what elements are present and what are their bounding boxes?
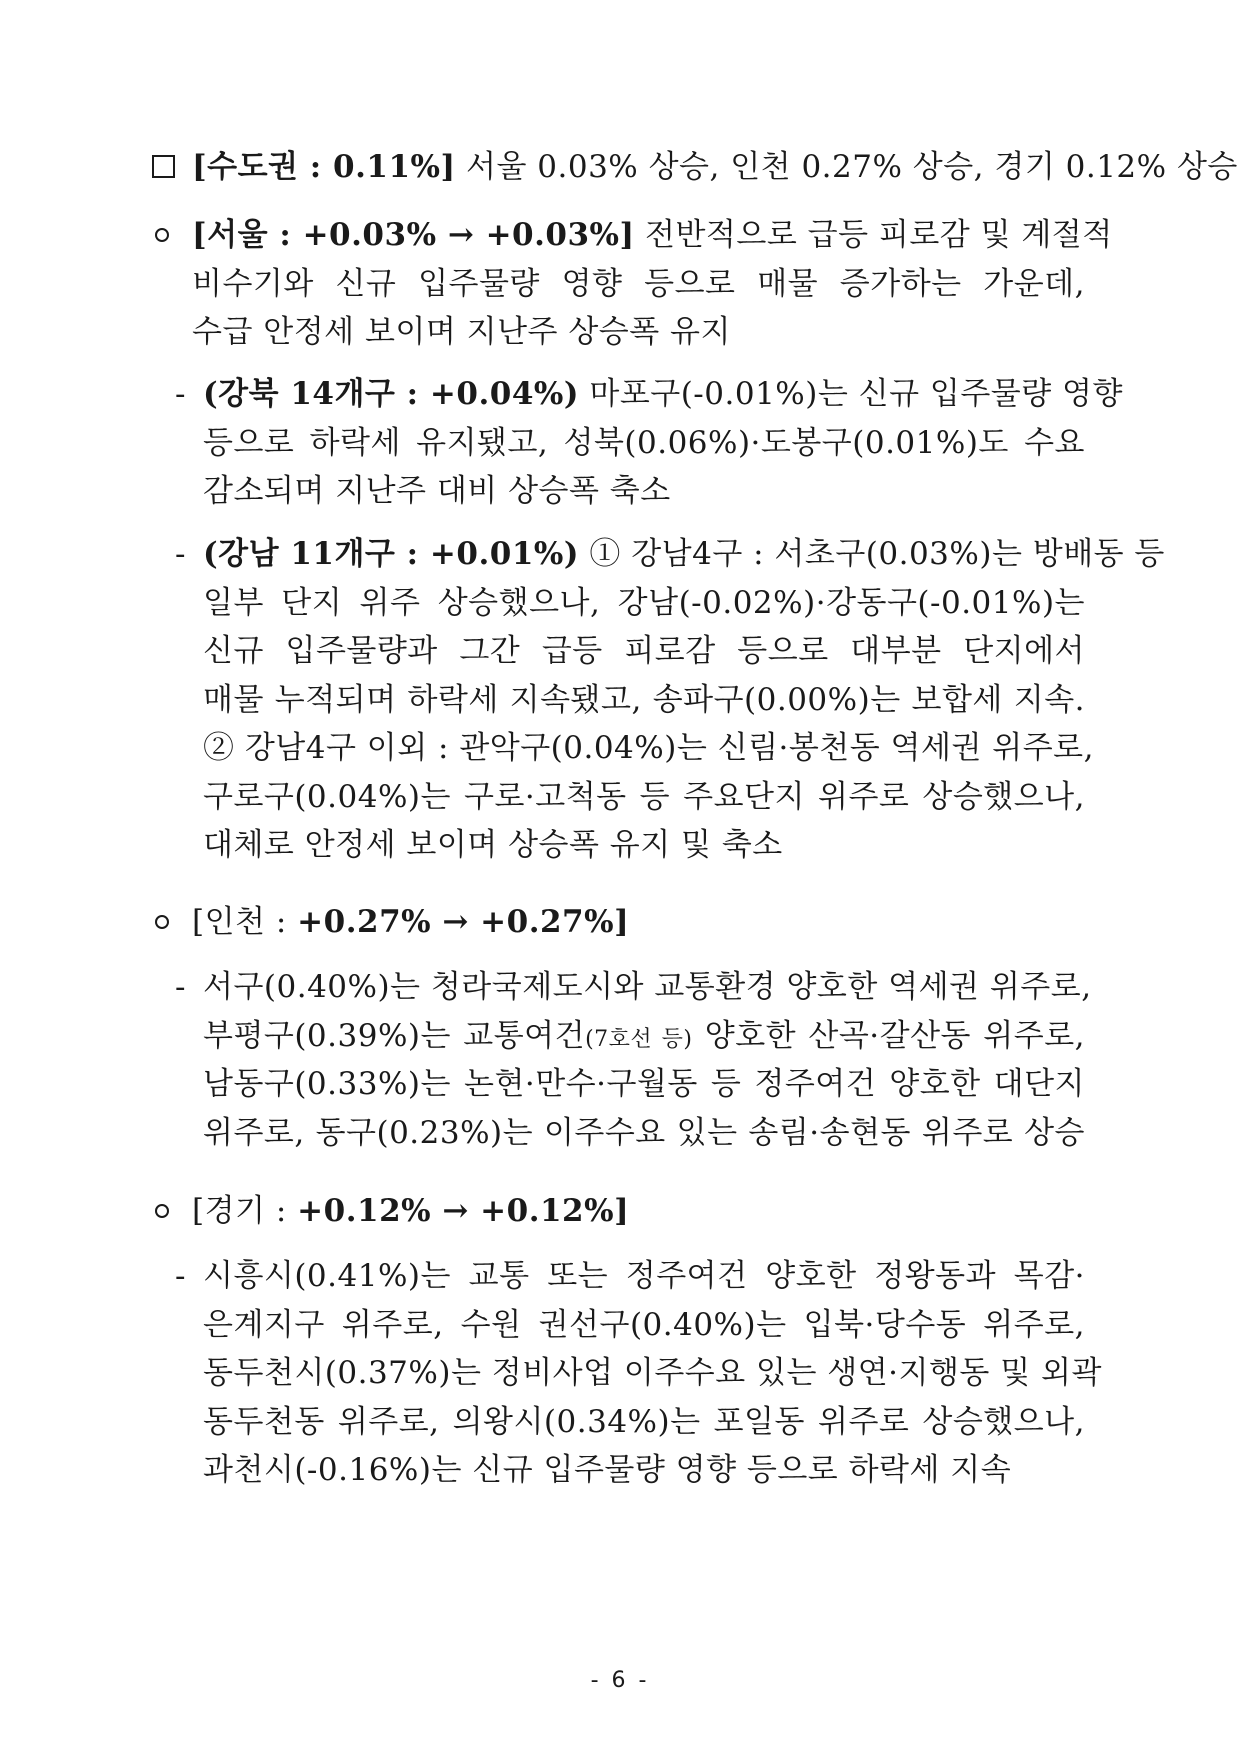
- circle-bullet-icon: [155, 1204, 169, 1218]
- gangbuk-line-2: 등으로 하락세 유지됐고, 성북(0.06%)·도봉구(0.01%)도 수요: [203, 425, 1085, 461]
- seoul-line-2: 비수기와 신규 입주물량 영향 등으로 매물 증가하는 가운데,: [192, 266, 1085, 302]
- gangnam-line-5: ② 강남4구 이외 : 관악구(0.04%)는 신림·봉천동 역세권 위주로,: [203, 730, 1094, 766]
- incheon-line-4: 위주로, 동구(0.23%)는 이주수요 있는 송림·송현동 위주로 상승: [203, 1115, 1085, 1151]
- gangnam-line-7: 대체로 안정세 보이며 상승폭 유지 및 축소: [203, 827, 783, 863]
- page-number: - 6 -: [590, 1668, 650, 1693]
- circle-bullet-icon: [155, 228, 169, 242]
- gyeonggi-line-3: 동두천시(0.37%)는 정비사업 이주수요 있는 생연·지행동 및 외곽: [203, 1355, 1102, 1391]
- gyeonggi-line-4: 동두천동 위주로, 의왕시(0.34%)는 포일동 위주로 상승했으나,: [203, 1404, 1085, 1440]
- incheon-line-3: 남동구(0.33%)는 논현·만수·구월동 등 정주여건 양호한 대단지: [203, 1066, 1085, 1102]
- section-label: [수도권 : 0.11%]: [192, 149, 456, 185]
- gangnam-line-1: (강남 11개구 : +0.01%) ① 강남4구 : 서초구(0.03%)는 방배동 등: [203, 536, 1165, 572]
- seoul-line-3: 수급 안정세 보이며 지난주 상승폭 유지: [192, 314, 731, 350]
- section-summary: 서울 0.03% 상승, 인천 0.27% 상승, 경기 0.12% 상승: [455, 149, 1238, 185]
- gangnam-heading: (강남 11개구 : +0.01%): [203, 536, 580, 572]
- gyeonggi-line-5: 과천시(-0.16%)는 신규 입주물량 영향 등으로 하락세 지속: [203, 1452, 1012, 1488]
- gangnam-line-3: 신규 입주물량과 그간 급등 피로감 등으로 대부분 단지에서: [203, 633, 1085, 669]
- incheon-line-1: 서구(0.40%)는 청라국제도시와 교통환경 양호한 역세권 위주로,: [203, 969, 1092, 1005]
- dash-bullet: -: [175, 969, 186, 1005]
- dash-bullet: -: [175, 536, 186, 572]
- incheon-note: (7호선 등): [585, 1027, 693, 1052]
- checkbox-square-icon: [152, 155, 175, 178]
- section-title: [192, 145, 1238, 189]
- dash-bullet: -: [175, 1258, 186, 1294]
- gangnam-line-6: 구로구(0.04%)는 구로·고척동 등 주요단지 위주로 상승했으나,: [203, 779, 1085, 815]
- seoul-heading: [서울 : +0.03% → +0.03%]: [192, 217, 635, 253]
- gangbuk-line-1: (강북 14개구 : +0.04%) 마포구(-0.01%)는 신규 입주물량 영향: [203, 376, 1123, 412]
- gangbuk-line-3: 감소되며 지난주 대비 상승폭 축소: [203, 473, 671, 509]
- dash-bullet: -: [175, 376, 186, 412]
- circle-bullet-icon: [155, 915, 169, 929]
- gangbuk-heading: (강북 14개구 : +0.04%): [203, 376, 580, 412]
- seoul-line-1: [서울 : +0.03% → +0.03%] 전반적으로 급등 피로감 및 계절적: [192, 217, 1113, 253]
- gangnam-line-2: 일부 단지 위주 상승했으나, 강남(-0.02%)·강동구(-0.01%)는: [203, 585, 1085, 621]
- incheon-heading: [인천 : +0.27% → +0.27%]: [192, 904, 630, 940]
- gyeonggi-line-2: 은계지구 위주로, 수원 권선구(0.40%)는 입북·당수동 위주로,: [203, 1307, 1085, 1343]
- gyeonggi-heading: [경기 : +0.12% → +0.12%]: [192, 1193, 630, 1229]
- gangnam-line-4: 매물 누적되며 하락세 지속됐고, 송파구(0.00%)는 보합세 지속.: [203, 682, 1085, 718]
- gyeonggi-line-1: 시흥시(0.41%)는 교통 또는 정주여건 양호한 정왕동과 목감·: [203, 1258, 1085, 1294]
- incheon-line-2: 부평구(0.39%)는 교통여건(7호선 등) 양호한 산곡·갈산동 위주로,: [203, 1018, 1085, 1054]
